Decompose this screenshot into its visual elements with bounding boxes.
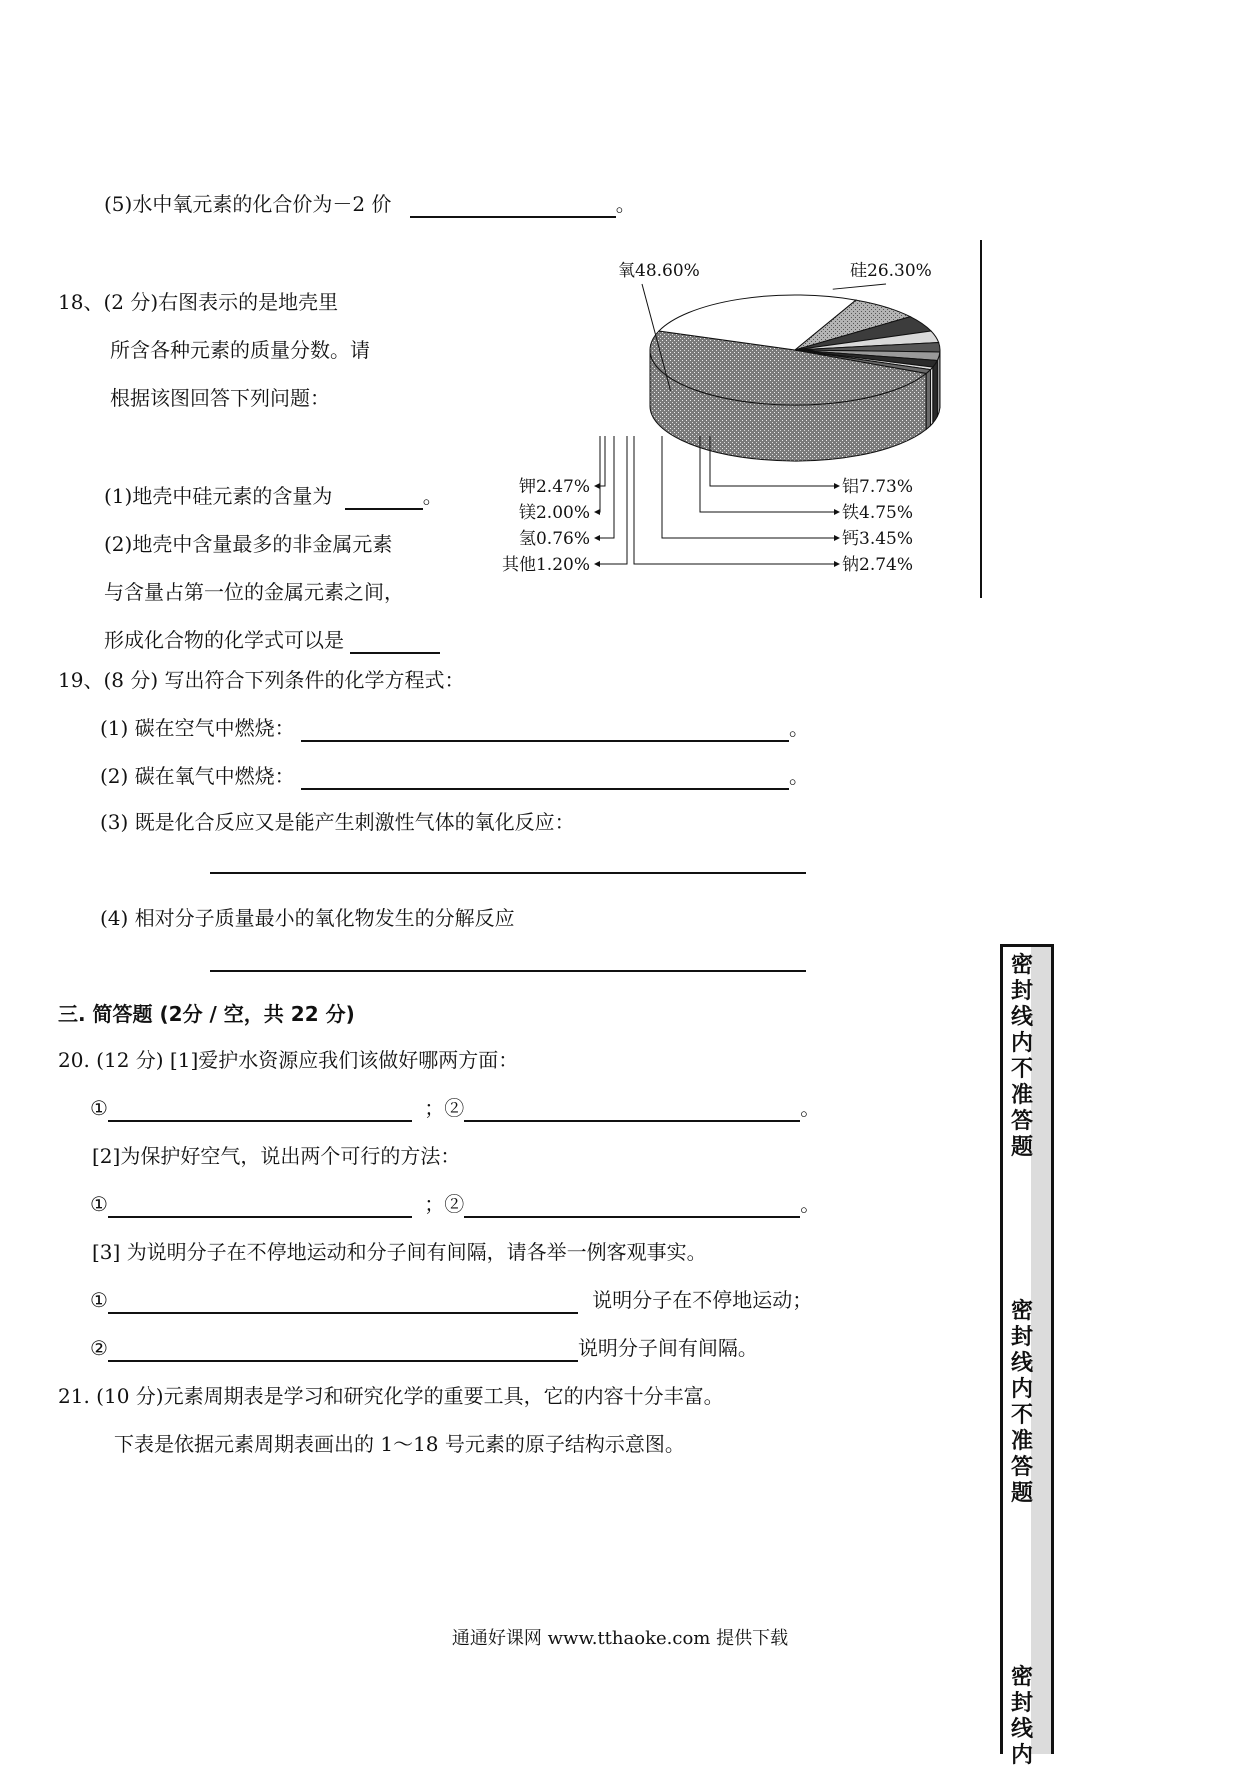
q19-heading: 19、(8 分) 写出符合下列条件的化学方程式： — [58, 666, 465, 694]
pie-label: 镁2.00% — [519, 503, 590, 523]
q18-sub2-line2: 与含量占第一位的金属元素之间， — [104, 578, 404, 606]
leader-arrow — [834, 483, 840, 489]
leader-line — [598, 436, 600, 512]
q18-sub1: (1)地壳中硅元素的含量为 。 — [104, 482, 443, 510]
q18-sub2-line3: 形成化合物的化学式可以是 — [104, 626, 440, 654]
pie-side-slice — [933, 360, 938, 423]
q20-2-answers: ① ；② 。 — [90, 1190, 820, 1218]
q20-3-answer1: ① 说明分子在不停地运动； — [90, 1286, 812, 1314]
leader-line — [833, 284, 886, 289]
answer-blank[interactable] — [108, 1098, 412, 1122]
seal-text-3: 密封线内 — [1008, 1664, 1036, 1768]
pie-top-slices — [650, 295, 940, 405]
q17-5-line: (5)水中氧元素的化合价为－2 价 。 — [104, 190, 636, 218]
answer-blank[interactable] — [410, 194, 616, 218]
q19-item4: (4) 相对分子质量最小的氧化物发生的分解反应 — [100, 904, 515, 932]
pie-side-slice — [926, 370, 930, 430]
answer-line[interactable] — [210, 872, 806, 874]
q19-item3: (3) 既是化合反应又是能产生刺激性气体的氧化反应： — [100, 808, 575, 836]
pie-label: 氢0.76% — [519, 529, 590, 549]
chart-frame-line — [980, 240, 982, 598]
answer-blank[interactable] — [301, 718, 789, 742]
q20-1-answers: ① ；② 。 — [90, 1094, 820, 1122]
leader-line — [598, 436, 605, 486]
q18-line3: 根据该图回答下列问题： — [110, 384, 330, 412]
leader-line — [598, 436, 627, 564]
answer-blank[interactable] — [345, 486, 423, 510]
q19-item1: (1) 碳在空气中燃烧： 。 — [100, 714, 809, 742]
answer-blank[interactable] — [108, 1290, 578, 1314]
q20-part3: [3] 为说明分子在不停地运动和分子间有间隔，请各举一例客观事实。 — [92, 1238, 707, 1266]
answer-blank[interactable] — [464, 1098, 800, 1122]
pie-label: 钠2.74% — [842, 555, 913, 575]
answer-blank[interactable] — [464, 1194, 800, 1218]
section-3-heading: 三. 简答题 (2分 / 空，共 22 分) — [58, 1000, 355, 1028]
q18-line2: 所含各种元素的质量分数。请 — [110, 336, 370, 364]
leader-arrow — [834, 535, 840, 541]
pie-label: 铁4.75% — [842, 503, 913, 523]
q18-line1: 18、(2 分)右图表示的是地壳里 — [58, 288, 338, 316]
q21-line2: 下表是依据元素周期表画出的 1～18 号元素的原子结构示意图。 — [114, 1430, 685, 1458]
q21-line1: 21. (10 分)元素周期表是学习和研究化学的重要工具，它的内容十分丰富。 — [58, 1382, 724, 1410]
leader-arrow — [594, 509, 600, 515]
seal-text-1: 密封线内不准答题 — [1008, 952, 1036, 1160]
q20-3-answer2: ② 说明分子间有间隔。 — [90, 1334, 758, 1362]
answer-blank[interactable] — [350, 630, 440, 654]
pie-label: 钙3.45% — [842, 529, 913, 549]
pie-label: 其他1.20% — [502, 554, 590, 575]
answer-blank[interactable] — [108, 1194, 412, 1218]
pie-label: 铝7.73% — [842, 477, 913, 497]
pie-label: 硅26.30% — [850, 261, 932, 281]
answer-blank[interactable] — [301, 766, 789, 790]
answer-line[interactable] — [210, 970, 806, 972]
answer-blank[interactable] — [108, 1338, 578, 1362]
q20-heading: 20. (12 分) [1]爱护水资源应我们该做好哪两方面： — [58, 1046, 518, 1074]
q19-item2: (2) 碳在氧气中燃烧： 。 — [100, 762, 809, 790]
leader-arrow — [594, 535, 600, 541]
q20-part2: [2]为保护好空气，说出两个可行的方法： — [92, 1142, 460, 1170]
leader-arrow — [594, 483, 600, 489]
page-footer: 通通好课网 www.tthaoke.com 提供下载 — [0, 1624, 1240, 1650]
leader-arrow — [834, 561, 840, 567]
q18-sub2-line1: (2)地壳中含量最多的非金属元素 — [104, 530, 392, 558]
pie-label: 钾2.47% — [519, 477, 590, 497]
leader-arrow — [594, 561, 600, 567]
leader-arrow — [834, 509, 840, 515]
crust-element-pie-chart — [550, 240, 990, 600]
seal-text-2: 密封线内不准答题 — [1008, 1298, 1036, 1506]
pie-label: 氧48.60% — [618, 261, 700, 281]
